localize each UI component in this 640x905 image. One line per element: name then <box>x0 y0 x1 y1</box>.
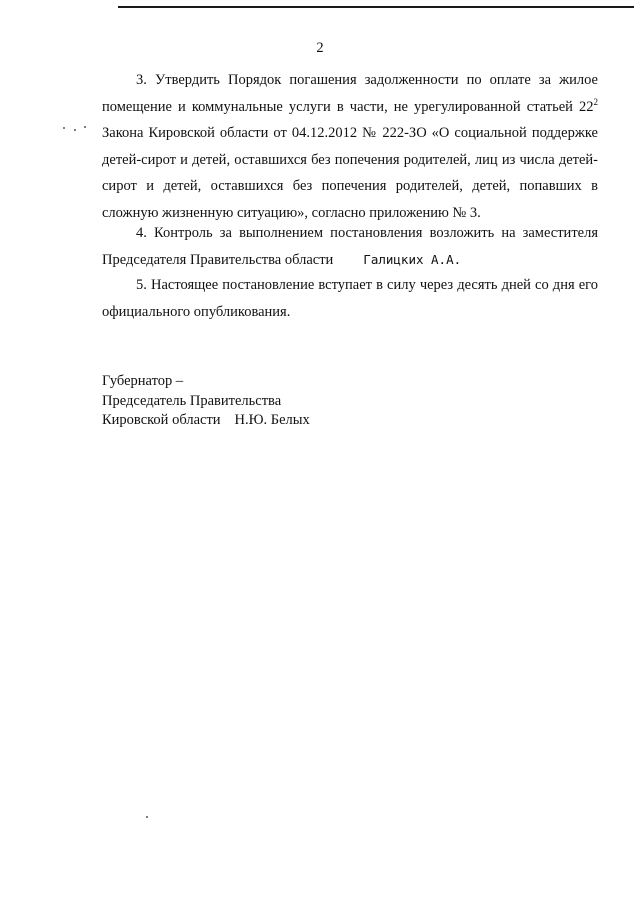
paragraph-3 <box>102 67 598 226</box>
signature-title-line-2: Председатель Правительства <box>102 392 282 409</box>
deputy-name-typed: Галицких А.А. <box>363 251 462 267</box>
top-border-line <box>118 6 634 8</box>
paragraph-5 <box>102 272 598 325</box>
paragraph-5-text: 5. Настоящее постановление вступает в силу через десять дней со дня его официального опубликования. <box>102 277 598 320</box>
paragraph-3-tail: Закона Кировской области от 04.12.2012 № 222-ЗО «О социальной поддержке детей-сирот и детей, оставшихся без попечения родителей, лиц из числа детей-сирот и детей, оставшихся без попечения родителей, детей, попавших в сложную жизненную ситуацию», согласно приложению № 3. <box>102 125 598 221</box>
scan-speck <box>146 816 148 818</box>
signatory-name: Н.Ю. Белых <box>234 412 310 428</box>
paragraph-4-text: 4. Контроль за выполнением постановления возложить на заместителя Председателя Правительства области <box>102 225 598 268</box>
paragraph-4 <box>102 220 598 273</box>
scan-speck <box>74 129 76 131</box>
signature-title-line-3 <box>102 411 310 431</box>
scan-speck <box>84 126 86 128</box>
page-number: 2 <box>316 40 324 56</box>
signature-title-line-1: Губернатор – <box>102 373 184 389</box>
signature-block <box>102 372 310 431</box>
paragraph-3-text: 3. Утвердить Порядок погашения задолженности по оплате за жилое помещение и коммунальные услуги в части, не урегулированной статьей 22 <box>102 72 598 115</box>
signature-region: Кировской области <box>102 412 221 428</box>
scan-speck <box>63 127 65 129</box>
article-superscript: 2 <box>593 96 598 107</box>
